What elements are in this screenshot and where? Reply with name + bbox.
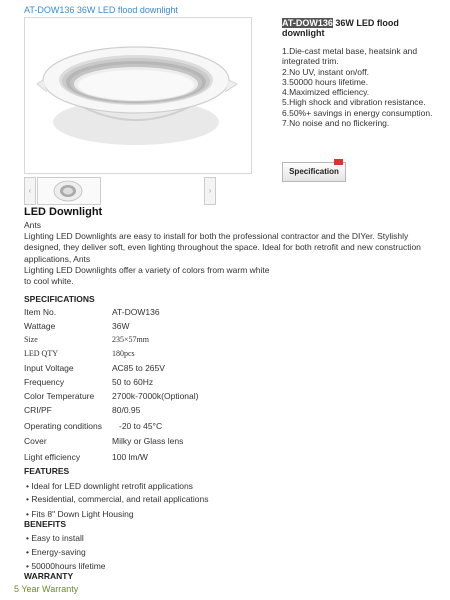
section-title: LED Downlight bbox=[24, 206, 103, 218]
product-title bbox=[282, 18, 442, 38]
benefit-bullet-text: Easy to install bbox=[31, 533, 84, 543]
spec-value: AT-DOW136 bbox=[112, 307, 160, 317]
spec-value: 235×57mm bbox=[112, 335, 149, 344]
product-image[interactable] bbox=[24, 17, 252, 174]
downlight-image bbox=[25, 18, 251, 173]
benefit-bullet: • Easy to install bbox=[26, 533, 84, 543]
spec-value: 50 to 60Hz bbox=[112, 377, 154, 387]
spec-key: Light efficiency bbox=[24, 452, 81, 462]
spec-key: Color Temperature bbox=[24, 391, 95, 401]
feature-bullet-text: Fits 8" Down Light Housing bbox=[31, 509, 134, 519]
spec-key: Size bbox=[24, 335, 38, 344]
feature-bullet-text: Ideal for LED downlight retrofit applications bbox=[31, 481, 193, 491]
feature-bullet-text: Residential, commercial, and retail applications bbox=[31, 494, 209, 504]
product-model-highlight: AT-DOW136 bbox=[282, 18, 333, 28]
spec-value: 2700k-7000k(Optional) bbox=[112, 391, 199, 401]
intro-paragraph: Lighting LED Downlights are easy to install for both the professional contractor and the DIYer. Stylishly designed, they deliver soft, even lighting throughout the space. Ideal for both retrofit and new construction applications, Ants bbox=[24, 231, 421, 264]
product-feature-item: 3.50000 hours lifetime. bbox=[282, 76, 368, 87]
downlight-thumbnail-icon bbox=[38, 178, 100, 204]
warranty-header: WARRANTY bbox=[24, 571, 74, 581]
spec-key: Cover bbox=[24, 436, 47, 446]
specification-button[interactable] bbox=[282, 162, 346, 182]
product-top-title[interactable]: AT-DOW136 36W LED flood downlight bbox=[24, 5, 178, 15]
product-title-rest: 36W LED flood downlight bbox=[282, 18, 399, 38]
intro-paragraph: Lighting LED Downlights offer a variety of colors from warm white to cool white. bbox=[24, 264, 270, 287]
product-feature-item: 7.No noise and no flickering. bbox=[282, 118, 390, 129]
product-feature-item: 2.No UV, instant on/off. bbox=[282, 66, 369, 77]
warranty-text: 5 Year Warranty bbox=[14, 584, 79, 594]
product-feature-item: 6.50%+ savings in energy consumption. bbox=[282, 107, 433, 118]
spec-key: Item No. bbox=[24, 307, 57, 317]
spec-key: Wattage bbox=[24, 321, 56, 331]
specification-button-label: Specification bbox=[289, 167, 339, 176]
feature-bullet: • Fits 8" Down Light Housing bbox=[26, 509, 134, 519]
spec-key: LED QTY bbox=[24, 349, 58, 358]
spec-key: CRI/PF bbox=[24, 405, 52, 415]
spec-value: 180pcs bbox=[112, 349, 135, 358]
product-feature-item: 4.Maximized efficiency. bbox=[282, 87, 370, 98]
benefit-bullet: • Energy-saving bbox=[26, 547, 86, 557]
features-header: FEATURES bbox=[24, 466, 70, 476]
spec-value: Milky or Glass lens bbox=[112, 436, 184, 446]
benefits-header: BENEFITS bbox=[24, 519, 67, 529]
spec-value: -20 to 45°C bbox=[119, 421, 163, 431]
spec-value: AC85 to 265V bbox=[112, 363, 165, 373]
intro-text bbox=[24, 220, 444, 287]
product-feature-list bbox=[282, 46, 447, 128]
benefit-bullet-text: Energy-saving bbox=[31, 547, 86, 557]
thumbnail-strip bbox=[24, 177, 214, 203]
benefit-bullet-text: 50000hours lifetime bbox=[31, 561, 106, 571]
spec-value: 100 lm/W bbox=[112, 452, 148, 462]
product-feature-item: 5.High shock and vibration resistance. bbox=[282, 97, 426, 108]
spec-key: Frequency bbox=[24, 377, 65, 387]
spec-key: Operating conditions bbox=[24, 421, 102, 431]
feature-bullet: • Ideal for LED downlight retrofit applications bbox=[26, 481, 193, 491]
specifications-header: SPECIFICATIONS bbox=[24, 294, 95, 304]
thumbnail-prev-button[interactable]: ‹ bbox=[24, 177, 36, 205]
spec-value: 36W bbox=[112, 321, 130, 331]
spec-key: Input Voltage bbox=[24, 363, 74, 373]
thumbnail-item[interactable] bbox=[37, 177, 101, 205]
intro-paragraph: Ants bbox=[24, 220, 42, 230]
benefit-bullet: • 50000hours lifetime bbox=[26, 561, 106, 571]
product-feature-item: 1.Die-cast metal base, heatsink and integrated trim. bbox=[282, 46, 418, 67]
feature-bullet: • Residential, commercial, and retail applications bbox=[26, 494, 209, 504]
thumbnail-next-button[interactable]: › bbox=[204, 177, 216, 205]
spec-value: 80/0.95 bbox=[112, 405, 141, 415]
pdf-badge-icon bbox=[334, 159, 343, 165]
